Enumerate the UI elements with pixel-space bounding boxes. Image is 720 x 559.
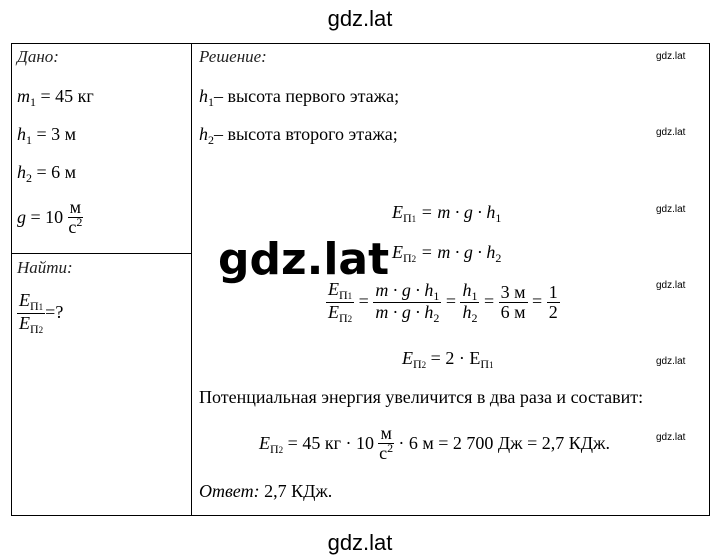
find-ratio: $\frac{E_{П1}}{E_{П2}}$ =? bbox=[19, 290, 64, 337]
column-divider bbox=[191, 43, 192, 516]
equation-e1: $E_{П1} = m \cdot g \cdot h_1$ bbox=[392, 202, 502, 225]
watermark-top: gdz.lat bbox=[327, 6, 393, 31]
watermark-center: gdz.lat bbox=[218, 234, 390, 285]
given-h1: $h_1 = 3$ м bbox=[17, 124, 77, 147]
watermark-small-2: gdz.lat bbox=[656, 127, 686, 138]
given-heading: Дано: bbox=[17, 47, 59, 66]
g-unit-fraction: $\frac{м}{с^2}$ bbox=[68, 197, 83, 238]
given-h2: $h_2 = 6$ м bbox=[17, 162, 77, 185]
equation-e3: $E_{П2} = 2 \cdot E_{П1}$ bbox=[402, 348, 494, 371]
solution-h1-definition: $h_1-$ высота первого этажа; bbox=[199, 86, 400, 109]
watermark-bottom: gdz.lat bbox=[327, 530, 393, 555]
watermark-small-3: gdz.lat bbox=[656, 204, 686, 215]
watermark-small-5: gdz.lat bbox=[656, 356, 686, 367]
watermark-small-4: gdz.lat bbox=[656, 280, 686, 291]
given-g: g = 10 $\frac{м}{с^2}$ bbox=[17, 197, 83, 238]
equation-e2: $E_{П2} = m \cdot g \cdot h_2$ bbox=[392, 242, 502, 265]
equation-final: $E_{П2} = 45$ кг · 10 $\frac{м}{с^2}$ · 6 м = 2 700 Дж = 2,7 КДж. bbox=[259, 423, 610, 464]
solution-h2-definition: $h_2-$ высота второго этажа; bbox=[199, 124, 398, 147]
given-find-divider bbox=[11, 253, 192, 254]
given-m1: $m_1 = 45$ кг bbox=[17, 86, 94, 109]
equation-ratio: $\frac{E_{П1}}{E_{П2}}$ = $\frac{m \cdot g \cdot h_1}{m \cdot g \cdot h_2}$ = $\frac{h_1}{h_2}$ = $\frac{3 м}{6 м}$ = $\frac{1}{2}$ bbox=[328, 279, 558, 326]
watermark-small-1: gdz.lat bbox=[656, 51, 686, 62]
watermark-small-6: gdz.lat bbox=[656, 432, 686, 443]
find-heading: Найти: bbox=[17, 258, 73, 277]
solution-heading: Решение: bbox=[199, 47, 267, 66]
answer-line: Ответ: 2,7 КДж. bbox=[199, 481, 333, 501]
solution-conclusion-text: Потенциальная энергия увеличится в два раза и составит: bbox=[199, 387, 644, 407]
